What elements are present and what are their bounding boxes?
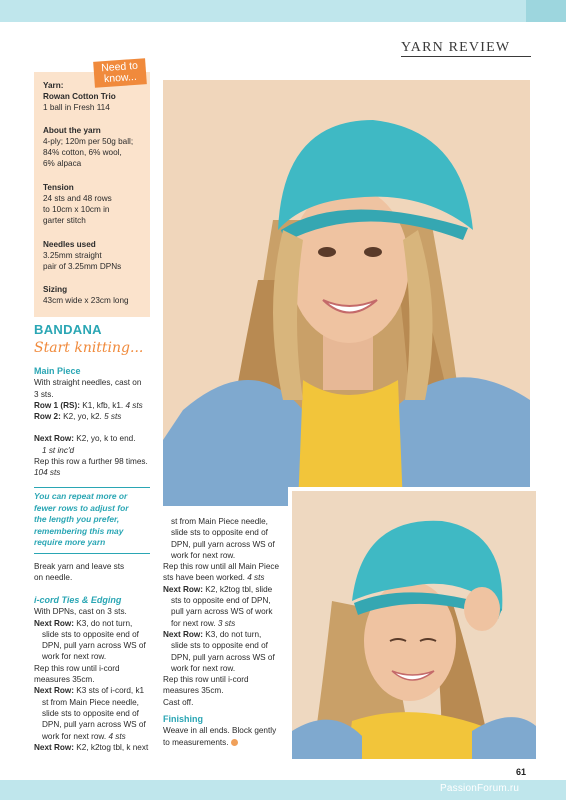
instruction-line: work for next row. [42, 652, 107, 662]
increase-note: 1 st inc'd [42, 445, 75, 455]
instruction-line: Cast off. [163, 697, 194, 707]
tip-box [34, 491, 150, 549]
inset-photo-frame [288, 487, 540, 763]
pattern-subtitle: Start knitting... [34, 340, 144, 356]
instruction-line: DPN, pull yarn across WS of [171, 539, 275, 549]
needles-heading: Needles used [43, 240, 96, 249]
instruction-line: slide sts to opposite end of [42, 708, 139, 718]
top-color-bar-accent [526, 0, 566, 22]
tension-line: garter stitch [43, 216, 86, 225]
instruction-line: work for next row. [171, 550, 236, 560]
sizing-heading: Sizing [43, 285, 68, 294]
yarn-amount: 1 ball in Fresh 114 [43, 103, 110, 112]
instruction-line: With DPNs, cast on 3 sts. [34, 607, 127, 617]
instruction-line: work for next row. [171, 663, 236, 673]
tip-rule-top [34, 487, 150, 488]
main-piece-section [34, 366, 158, 479]
instruction-line: sts have been worked. 4 sts [163, 573, 265, 583]
row-1-instruction: Row 1 (RS): K1, kfb, k1. 4 sts [34, 400, 143, 410]
about-heading: About the yarn [43, 126, 101, 135]
instruction-line: measures 35cm. [34, 675, 95, 685]
instruction-line: slide sts to opposite end of [42, 629, 139, 639]
section-header: YARN REVIEW [401, 40, 511, 55]
needles-info [43, 239, 121, 272]
tip-line: You can repeat more or [34, 491, 128, 501]
icord-section [34, 595, 158, 753]
icord-row-c: Next Row: K2, k2tog tbl, k next [34, 742, 149, 752]
about-line: 4-ply; 120m per 50g ball; [43, 137, 134, 146]
instruction-line: on needle. [34, 573, 73, 583]
yarn-name: Rowan Cotton Trio [43, 92, 116, 101]
tension-line: 24 sts and 48 rows [43, 194, 112, 203]
pattern-title: BANDANA [34, 322, 102, 337]
instruction-line: for next row. 3 sts [171, 618, 236, 628]
instruction-line: 3 sts. [34, 389, 54, 399]
needles-line: pair of 3.25mm DPNs [43, 262, 122, 271]
needles-line: 3.25mm straight [43, 251, 102, 260]
tip-line: remembering this may [34, 525, 124, 536]
repeat-instruction: Rep this row a further 98 times. [34, 457, 148, 467]
instruction-line: Weave in all ends. Block gently [163, 726, 277, 736]
section-header-rule [401, 56, 531, 57]
tension-heading: Tension [43, 183, 74, 192]
instruction-line: sts to opposite end of DPN, [171, 596, 271, 606]
instruction-line: Break yarn and leave sts [34, 562, 125, 571]
sizing-info [43, 284, 129, 306]
tension-info [43, 182, 112, 226]
instruction-line: slide sts to opposite end of [171, 641, 268, 651]
instruction-line: to measurements. [163, 737, 285, 748]
icord-heading: i-cord Ties & Edging [34, 595, 122, 605]
end-bullet-icon [231, 739, 238, 746]
instruction-line: st from Main Piece needle, [171, 517, 268, 526]
instruction-line: With straight needles, cast on [34, 378, 142, 388]
instruction-line: DPN, pull yarn across WS of [42, 720, 146, 730]
instruction-line: Rep this row until i-cord [163, 675, 249, 685]
tip-line: require more yarn [34, 537, 106, 547]
need-to-know-badge: Need to know... [93, 58, 147, 88]
about-line: 6% alpaca [43, 159, 82, 168]
inset-photo [292, 491, 536, 759]
instruction-line: DPN, pull yarn across WS of [42, 641, 146, 651]
main-piece-heading: Main Piece [34, 366, 81, 376]
icord-row-b: Next Row: K3 sts of i-cord, k1 [34, 686, 145, 696]
inset-photo-illustration [292, 491, 536, 759]
instruction-line: DPN, pull yarn across WS of [171, 652, 275, 662]
main-photo [163, 80, 530, 506]
instruction-line: Rep this row until all Main Piece [163, 562, 280, 572]
instruction-line: st from Main Piece needle, [42, 697, 139, 707]
about-yarn-info [43, 125, 133, 169]
instruction-line: pull yarn across WS of work [171, 607, 273, 617]
finishing-heading: Finishing [163, 714, 203, 725]
main-photo-illustration [163, 80, 530, 506]
instruction-line: work for next row. 4 sts [42, 731, 126, 741]
yarn-info [43, 80, 116, 113]
yarn-heading: Yarn: [43, 81, 64, 90]
next-row-instruction: Next Row: K2, yo, k to end. [34, 434, 136, 444]
about-line: 84% cotton, 6% wool, [43, 148, 122, 157]
tip-line: the length you prefer, [34, 514, 120, 524]
watermark: PassionForum.ru [440, 783, 520, 794]
icord-row-a: Next Row: K3, do not turn, [34, 618, 133, 628]
tip-rule-bottom [34, 553, 150, 554]
stitch-count: 104 sts [34, 468, 61, 478]
page-number: 61 [516, 767, 527, 777]
sizing-line: 43cm wide x 23cm long [43, 296, 129, 305]
pattern-column-2 [163, 516, 285, 748]
instruction-line: slide sts to opposite end of [171, 528, 268, 538]
break-yarn-instruction [34, 561, 158, 584]
row-2-instruction: Row 2: K2, yo, k2. 5 sts [34, 412, 122, 422]
top-color-bar [0, 0, 566, 22]
row-e-instruction: Next Row: K3, do not turn, [163, 629, 262, 639]
instruction-line: measures 35cm. [163, 686, 224, 696]
instruction-line: Rep this row until i-cord [34, 663, 120, 673]
tension-line: to 10cm x 10cm in [43, 205, 110, 214]
tip-line: fewer rows to adjust for [34, 502, 129, 513]
row-d-instruction: Next Row: K2, k2tog tbl, slide [163, 584, 273, 594]
